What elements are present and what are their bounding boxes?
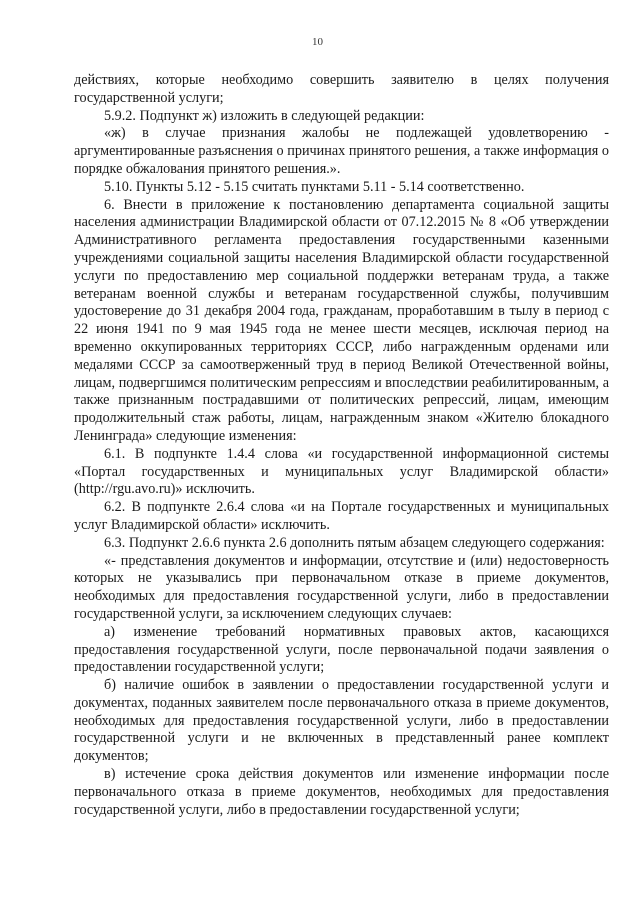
paragraph: 5.9.2. Подпункт ж) изложить в следующей редакции: [104,107,425,124]
page-number: 10 [312,36,323,48]
paragraph: 6.2. В подпункте 2.6.4 слова «и на Портале государственных и муниципальных услуг Владимирской области» исключить. [74,499,609,533]
paragraph: 6. Внести в приложение к постановлению департамента социальной защиты населения администрации Владимирской области от 07.12.2015 № 8 «Об утверждении Административного регламента предоставления государственными казенными учреждениями социальной защиты населения Владимирской области государственной услуги по предоставлению мер социальной поддержки ветеранам труда, а также ветеранам военной службы и ветеранам государственной службы, получившим удостоверение до 31 декабря 2004 года, гражданам, проработавшим в тылу в период с 22 июня 1941 по 9 мая 1945 года не менее шести месяцев, исключая период на временно оккупированных территориях СССР, либо награжденным орденами или медалями СССР за самоотверженный труд в период Великой Отечественной войны, лицам, подвергшимся политическим репрессиям и впоследствии реабилитированным, а также признанным пострадавшими от политических репрессий, лицам, имеющим продолжительный стаж работы, лицам, награжденным знаком «Жителю блокадного Ленинграда» следующие изменения: [74,196,609,444]
paragraph: б) наличие ошибок в заявлении о предоставлении государственной услуги и документах, поданных заявителем после первоначального отказа в приеме документов, необходимых для предоставления государственной услуги, либо в предоставлении государственной услуги и не включенных в представленный ранее комплект документов; [74,677,609,765]
paragraph: в) истечение срока действия документов или изменение информации после первоначального отказа в приеме документов, необходимых для предоставления государственной услуги, либо в предоставлении государственной услуги; [74,766,609,818]
paragraph: действиях, которые необходимо совершить заявителю в целях получения государственной услуги; [74,72,609,106]
document-body [74,72,609,819]
paragraph: 6.3. Подпункт 2.6.6 пункта 2.6 дополнить пятым абзацем следующего содержания: [104,534,605,551]
paragraph: «ж) в случае признания жалобы не подлежащей удовлетворению - аргументированные разъяснения о причинах принятого решения, а также информация о порядке обжалования принятого решения.». [74,125,609,177]
paragraph: 5.10. Пункты 5.12 - 5.15 считать пунктами 5.11 - 5.14 соответственно. [104,178,525,195]
paragraph: 6.1. В подпункте 1.4.4 слова «и государственной информационной системы «Портал государственных и муниципальных услуг Владимирской области» (http://rgu.avo.ru)» исключить. [74,445,609,498]
paragraph: а) изменение требований нормативных правовых актов, касающихся предоставления государственной услуги, после первоначальной подачи заявления о предоставлении государственной услуги; [74,623,609,676]
paragraph: «- представления документов и информации, отсутствие и (или) недостоверность которых не указывались при первоначальном отказе в приеме документов, необходимых для предоставления государственной услуги, либо в предоставлении государственной услуги, за исключением следующих случаев: [74,552,609,622]
